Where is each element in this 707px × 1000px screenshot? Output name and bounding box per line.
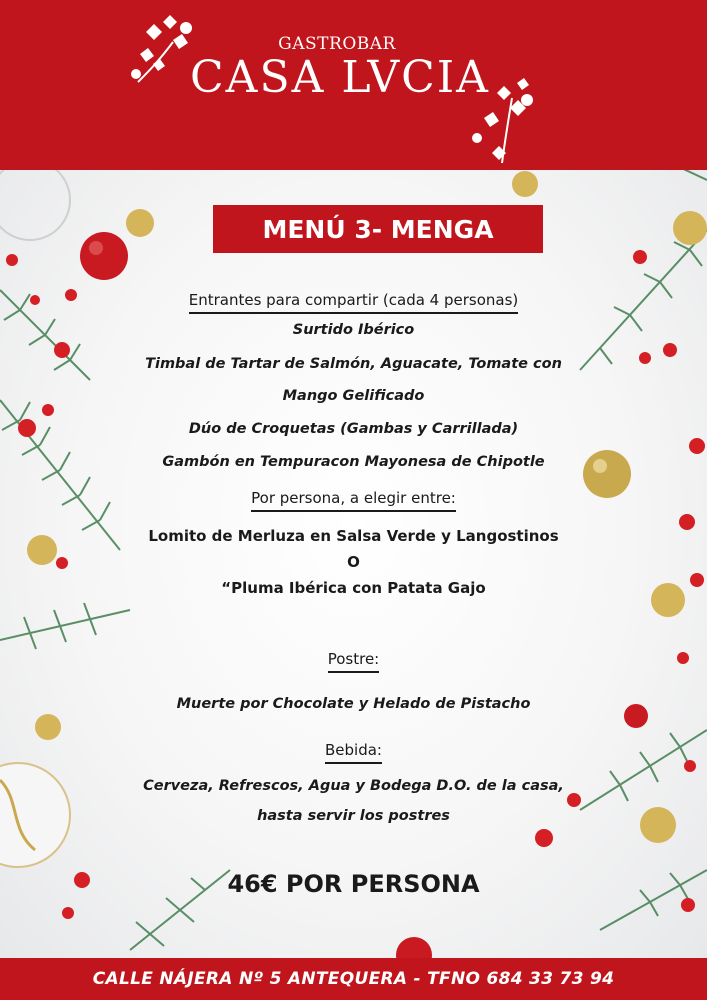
starter-item: Gambón en Tempuracon Mayonesa de Chipotle [162, 454, 545, 470]
footer-address: CALLE NÁJERA Nº 5 ANTEQUERA - TFNO 684 33 73 94 [0, 958, 707, 1000]
starters-label: Entrantes para compartir (cada 4 personas) [189, 291, 519, 314]
starter-item: Mango Gelificado [282, 388, 425, 404]
brand-subtitle: GASTROBAR [278, 34, 396, 54]
main-option: Lomito de Merluza en Salsa Verde y Langostinos [148, 527, 559, 545]
dessert-item: Muerte por Chocolate y Helado de Pistacho [176, 696, 531, 712]
starter-item: Dúo de Croquetas (Gambas y Carrillada) [188, 421, 519, 437]
menu-title: MENÚ 3- MENGA [213, 205, 543, 253]
starter-item: Timbal de Tartar de Salmón, Aguacate, Tomate con [145, 356, 562, 372]
menu-price: 46€ POR PERSONA [227, 870, 480, 898]
main-option: “Pluma Ibérica con Patata Gajo [221, 579, 486, 597]
brand-logo-text: CASA LVCIA [190, 52, 490, 103]
drinks-item: hasta servir los postres [257, 808, 450, 824]
main-heading [0, 489, 707, 512]
main-option-separator: O [347, 553, 360, 571]
header-banner [0, 0, 707, 170]
dessert-heading [0, 650, 707, 673]
starter-item: Surtido Ibérico [292, 322, 415, 338]
main-label: Por persona, a elegir entre: [251, 489, 456, 512]
drinks-item: Cerveza, Refrescos, Agua y Bodega D.O. de la casa, [143, 778, 564, 794]
dessert-label: Postre: [328, 650, 380, 673]
starters-heading [0, 291, 707, 314]
drinks-label: Bebida: [325, 741, 382, 764]
drinks-heading [0, 741, 707, 764]
